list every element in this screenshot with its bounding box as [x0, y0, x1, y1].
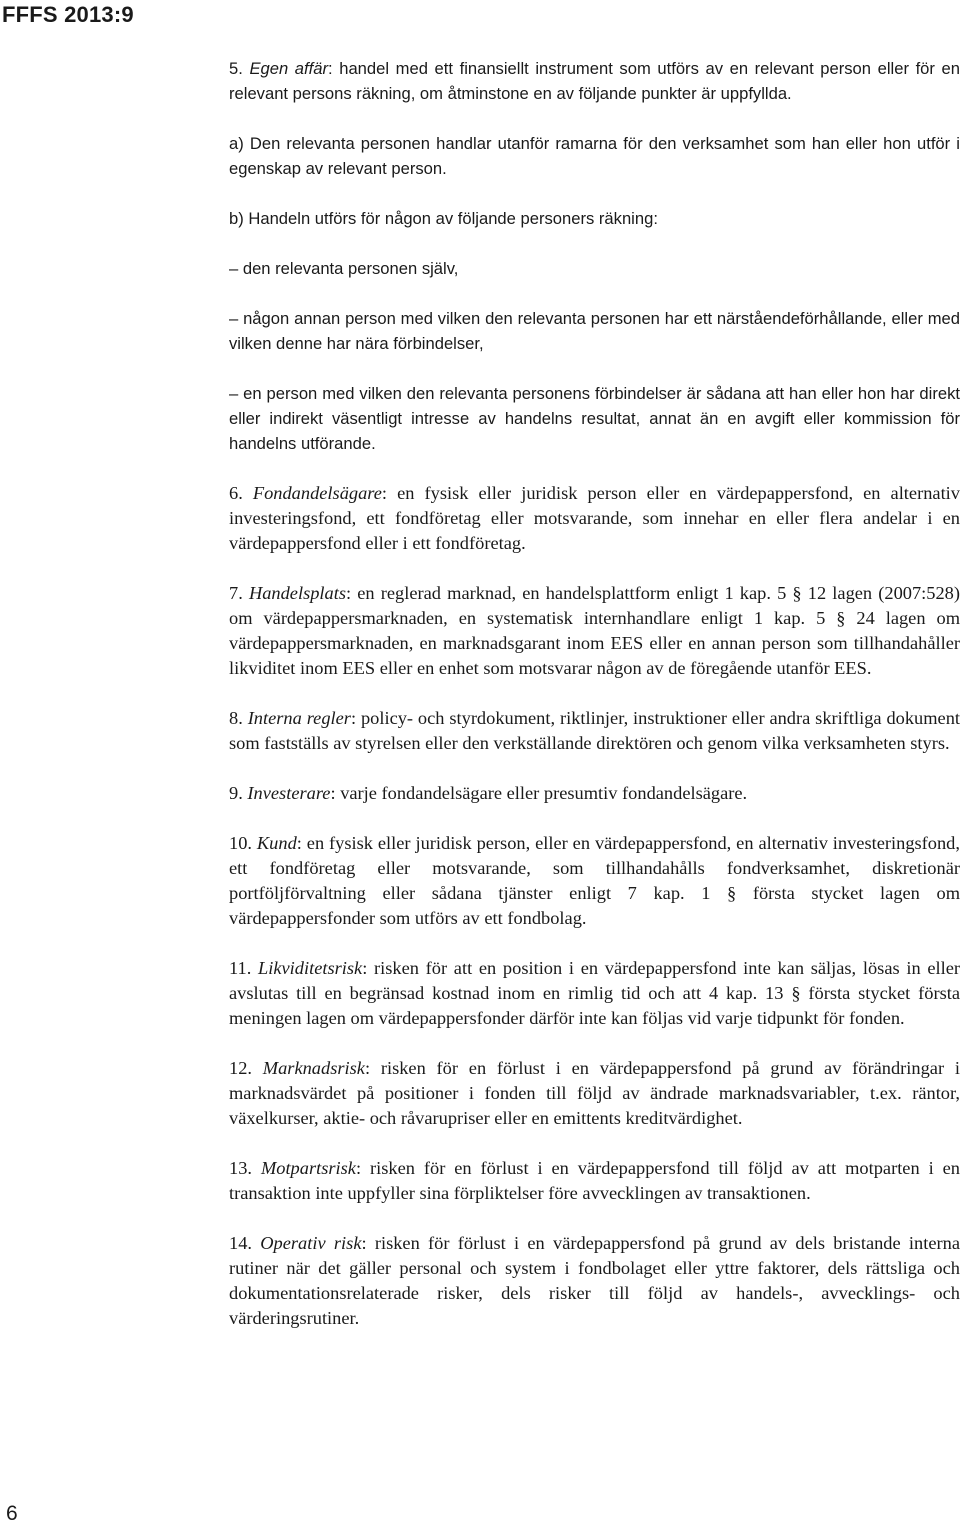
item-number: 10.	[229, 833, 252, 853]
definition-text: : risken för en förlust i en värdepappersfond till följd av att motparten i en transaktion inte uppfyller sina förpliktelser före avvecklingen av transaktionen.	[229, 1158, 960, 1203]
definition-item-11	[229, 956, 960, 1031]
definition-item-12	[229, 1056, 960, 1131]
item-number: 11.	[229, 958, 252, 978]
item-5-point-b: b) Handeln utförs för någon av följande personers räkning:	[229, 209, 658, 228]
defined-term: Likviditetsrisk	[258, 958, 363, 978]
definition-item-14	[229, 1231, 960, 1331]
item-5-dash-1: – den relevanta personen själv,	[229, 259, 459, 278]
item-5-point-a: a) Den relevanta personen handlar utanför ramarna för den verksamhet som han eller hon utför i egenskap av relevant person.	[229, 134, 960, 178]
item-number: 12.	[229, 1058, 252, 1078]
item-number: 9.	[229, 783, 243, 803]
defined-term: Marknadsrisk	[262, 1058, 365, 1078]
definition-text: : en fysisk eller juridisk person eller en värdepappersfond, en alternativ investeringsfond, ett fondföretag eller motsvarande, som innehar en eller flera andelar i en värdepappersfond eller i ett fondföretag.	[229, 483, 960, 553]
defined-term: Kund	[256, 833, 297, 853]
definition-text: : handel med ett finansiellt instrument som utförs av en relevant person eller för en relevant persons räkning, om åtminstone en av följande punkter är uppfyllda.	[229, 59, 960, 103]
defined-term: Interna regler	[247, 708, 351, 728]
definition-text: : en reglerad marknad, en handelsplattform enligt 1 kap. 5 § 12 lagen (2007:528) om värdepappersmarknaden, en systematisk internhandlare enligt 1 kap. 5 § 24 lagen om värdepappersmarknaden, en marknadsgarant inom EES eller en annan person som tillhandahåller likviditet inom EES eller en enhet som motsvarar någon av de föregående utanför EES.	[229, 583, 960, 678]
definition-item-6	[229, 481, 960, 556]
item-5-dash-2: – någon annan person med vilken den relevanta personen har ett närståendeförhållande, eller med vilken denne har nära förbindelser,	[229, 309, 960, 353]
page-number: 6	[6, 1502, 18, 1525]
defined-term: Investerare	[247, 783, 331, 803]
definitions-list	[229, 56, 960, 1331]
item-number: 7.	[229, 583, 243, 603]
definition-item-7	[229, 581, 960, 681]
item-number: 13.	[229, 1158, 252, 1178]
definition-text: : risken för att en position i en värdepappersfond inte kan säljas, lösas in eller avslutas till en begränsad kostnad inom en rimlig tid och att 4 kap. 13 § första stycket första meningen lagen om värdepappersfonder därför inte kan följas vid varje tidpunkt för fonden.	[229, 958, 960, 1028]
defined-term: Fondandelsägare	[252, 483, 382, 503]
definition-item-5	[229, 56, 960, 106]
running-header: FFFS 2013:9	[2, 2, 134, 27]
definition-text: : policy- och styrdokument, riktlinjer, instruktioner eller andra skriftliga dokument som fastställs av styrelsen eller den verkställande direktören och genom vilka verksamheten styrs.	[229, 708, 960, 753]
defined-term: Handelsplats	[248, 583, 347, 603]
defined-term: Egen affär	[249, 59, 329, 78]
item-5-dash-3: – en person med vilken den relevanta personens förbindelser är sådana att han eller hon har direkt eller indirekt väsentligt intresse av handelns resultat, annat än en avgift eller kommission för handelns utförande.	[229, 384, 960, 453]
item-number: 6.	[229, 483, 243, 503]
item-number: 14.	[229, 1233, 252, 1253]
definition-text: : en fysisk eller juridisk person, eller en värdepappersfond, en alternativ investeringsfond, ett fondföretag eller motsvarande, som tillhandahålls fondverksamhet, diskretionär portföljförvaltning eller sådana tjänster enligt 7 kap. 1 § första stycket lagen om värdepappersfonder som utförs av ett fondbolag.	[229, 833, 960, 928]
definition-text: : risken för förlust i en värdepappersfond på grund av dels bristande interna rutiner när det gäller personal och system i fondbolaget eller yttre faktorer, dels rättsliga och dokumentationsrelaterade risker, dels risker till följd av handels-, avvecklings- och värderingsrutiner.	[229, 1233, 960, 1328]
defined-term: Motpartsrisk	[260, 1158, 356, 1178]
definition-text: : varje fondandelsägare eller presumtiv fondandelsägare.	[330, 783, 748, 803]
definition-item-13	[229, 1156, 960, 1206]
definition-text: : risken för en förlust i en värdepappersfond på grund av förändringar i marknadsvärdet på positioner i fonden till följd av ändrade marknadsvariabler, t.ex. räntor, växelkurser, aktie- och råvarupriser eller en emittents kreditvärdighet.	[229, 1058, 960, 1128]
definition-item-10	[229, 831, 960, 931]
item-number: 8.	[229, 708, 243, 728]
item-number: 5.	[229, 59, 243, 78]
defined-term: Operativ risk	[260, 1233, 362, 1253]
definition-item-9	[229, 781, 960, 806]
definition-item-8	[229, 706, 960, 756]
